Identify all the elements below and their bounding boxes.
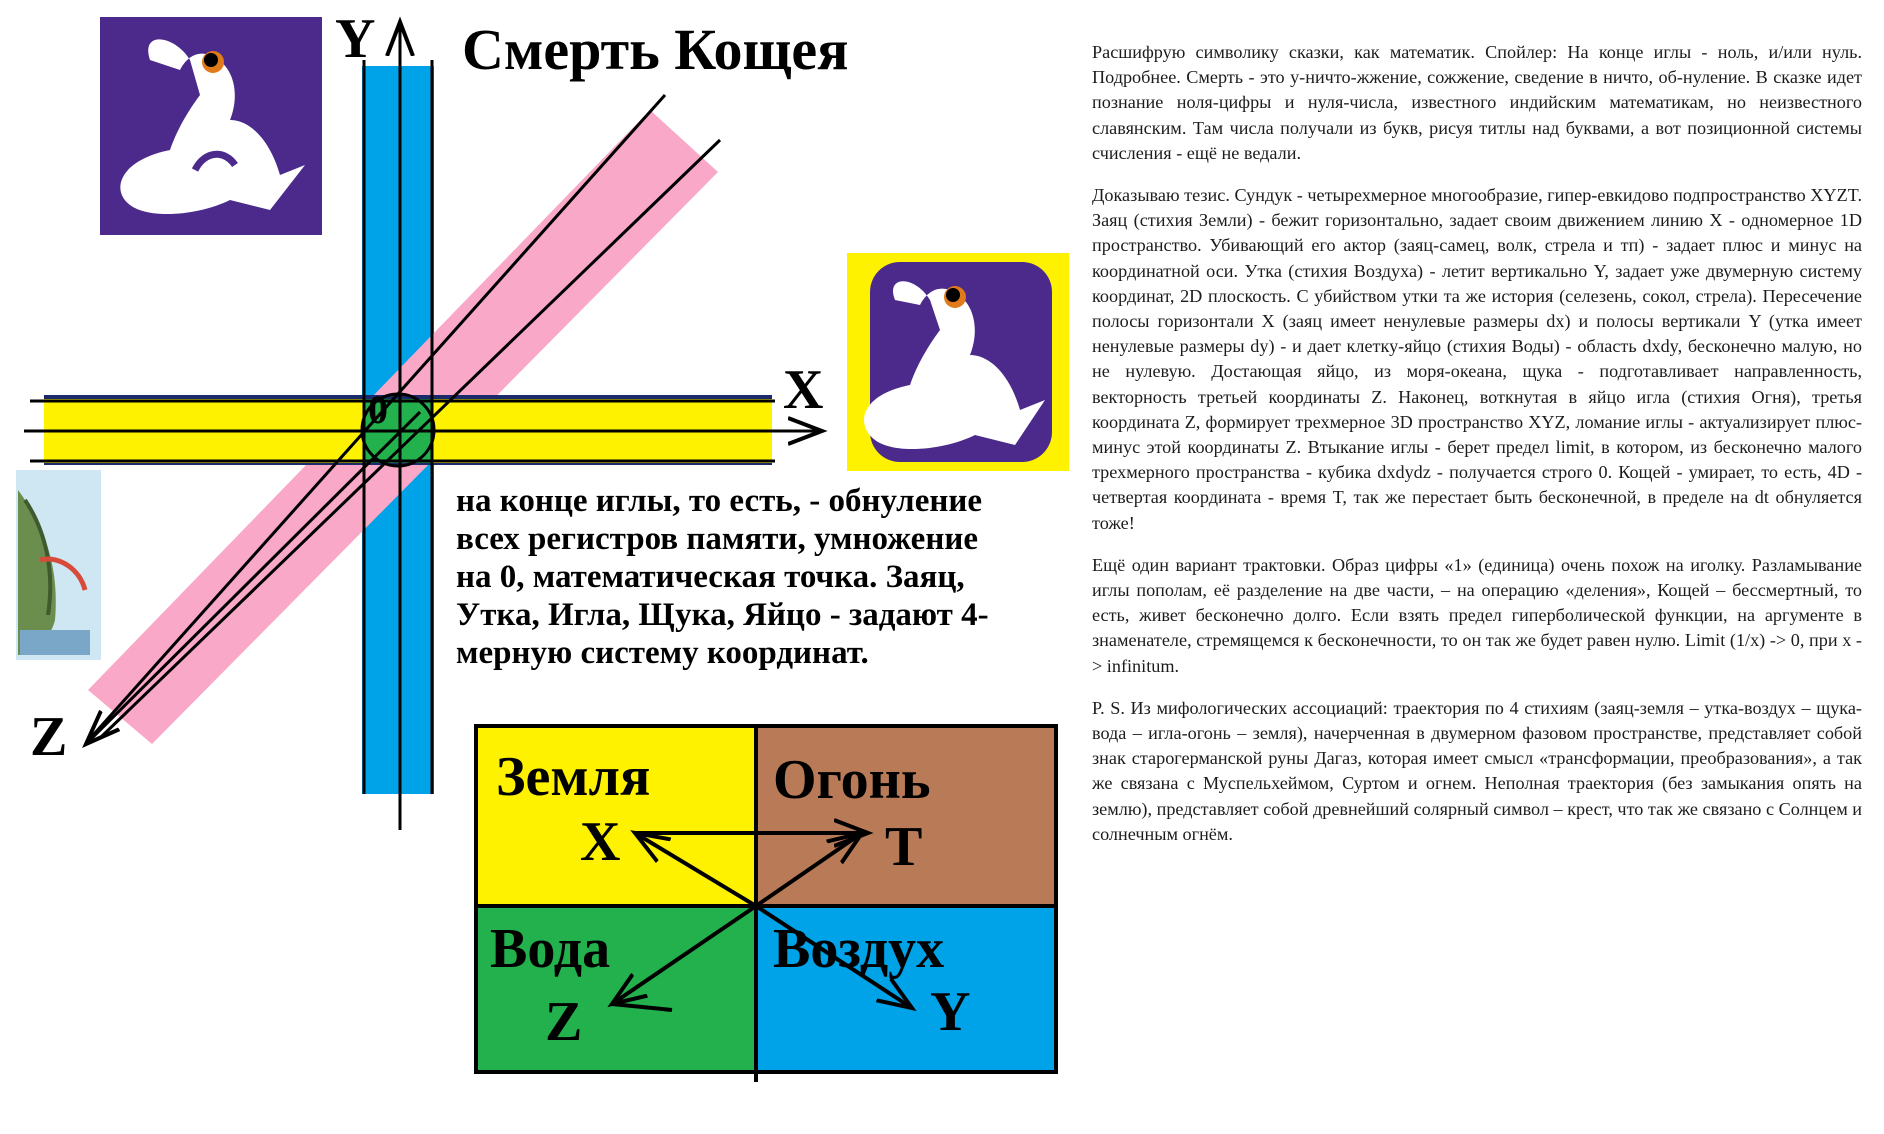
cell-earth-coord: X [580,811,621,873]
page-title: Смерть Кощея [462,17,849,82]
duck-logo-icon-yellow [847,253,1069,471]
cell-water-coord: Z [545,991,583,1053]
elements-grid [476,726,1056,1082]
cell-fire-label: Огонь [773,749,931,811]
pike-fish-icon [16,470,101,660]
duck-logo-icon [100,17,322,235]
article-paragraph: Ещё один вариант трактовки. Образ цифры «1» (единица) очень похож на иголку. Разламывание иглы пополам, её разделение на две части, – на операцию «деления», Кощей – бессмертный, то есть, живет бесконечно долго. Если взять предел гиперболической функции, на аргументе в знаменателе, стремящемся к бесконечности, то он так же будет равен нулю. Limit (1/x) -> 0, при x -> infinitum. [1092,554,1862,676]
cell-air-coord: Y [930,981,971,1043]
cell-fire-coord: T [885,816,923,878]
article-paragraph: Расшифрую символику сказки, как математик. Спойлер: На конце иглы - ноль, и/или нуль. Подробнее. Смерть - это у-ничто-жжение, сожжение, сведение в ничто, об-нуление. В сказке идет познание ноля-цифры и нуля-числа, известного индийским математикам, но неизвестного славянским. Там числа получали из букв, рисуя титлы над буквами, а вот позиционной системы счисления - ещё не ведали. [1092,42,1862,163]
axis-x-label: X [783,359,824,421]
origin-label: 0 [368,387,388,432]
article-paragraph: Доказываю тезис. Сундук - четырехмерное многообразие, гипер-евкидово подпространство XYZT. Заяц (стихия Земли) - бежит горизонтально, задает своим движением линию X - одномерное 1D пространство. Убивающий его актор (заяц-самец, волк, стрела и тп) - задает плюс и минус на координатной оси. Утка (стихия Воздуха) - летит вертикально Y, задает уже двумерную систему координат, 2D плоскость. С убийством утки та же история (селезень, сокол, стрела). Пересечение полосы горизонтали X (заяц имеет ненулевые размеры dx) и полосы вертикали Y (утка имеет ненулевые размеры dy) - и дает клетку-яйцо (стихия Воды) - область dxdy, бесконечно малую, но не нулевую. Достающая яйцо, из моря-океана, щука - подготавливает направленность, векторность третьей координаты Z. Наконец, воткнутая в яйцо игла (стихия Огня), третья координата Z, формирует трехмерное 3D пространство XYZ, ломание иглы - актуализирует плюс-минус этой координаты Z. Втыкание иглы - берет предел limit, в котором, из бесконечно малого трехмерного пространства - кубика dxdydz - получается строго 0. Кощей - умирает, то есть, 4D - четвертая координата - время T, так же перестает быть бесконечной, в пределе на dt обнуляется тоже! [1092,185,1862,533]
article-text [1092,40,1862,864]
axis-y-label: Y [335,8,376,70]
axis-z-label: Z [30,706,68,768]
diagram-caption [456,482,1016,672]
article-paragraph: P. S. Из мифологических ассоциаций: траектория по 4 стихиям (заяц-земля – утка-воздух – щука-вода – игла-огонь – земля), начерченная в двумерном фазовом пространстве, представляет собой знак старогерманской руны Дагаз, которая имеет смысл «трансформации, преобразования», а так же связана с Муспельхеймом, Суртом и огнем. Неполная траектория (без замыкания опять на землю), представляет собой древнейший солярный символ – крест, что так же связано с Солнцем и солнечным огнём. [1092,697,1862,844]
cell-air-label: Воздух [773,918,945,980]
caption-text: на конце иглы, то есть, - обнуление всех регистров памяти, умножение на 0, математическая точка. Заяц, Утка, Игла, Щука, Яйцо - задают 4-мерную систему координат. [456,483,989,671]
cell-water-label: Вода [490,918,611,980]
cell-earth-label: Земля [496,746,651,808]
